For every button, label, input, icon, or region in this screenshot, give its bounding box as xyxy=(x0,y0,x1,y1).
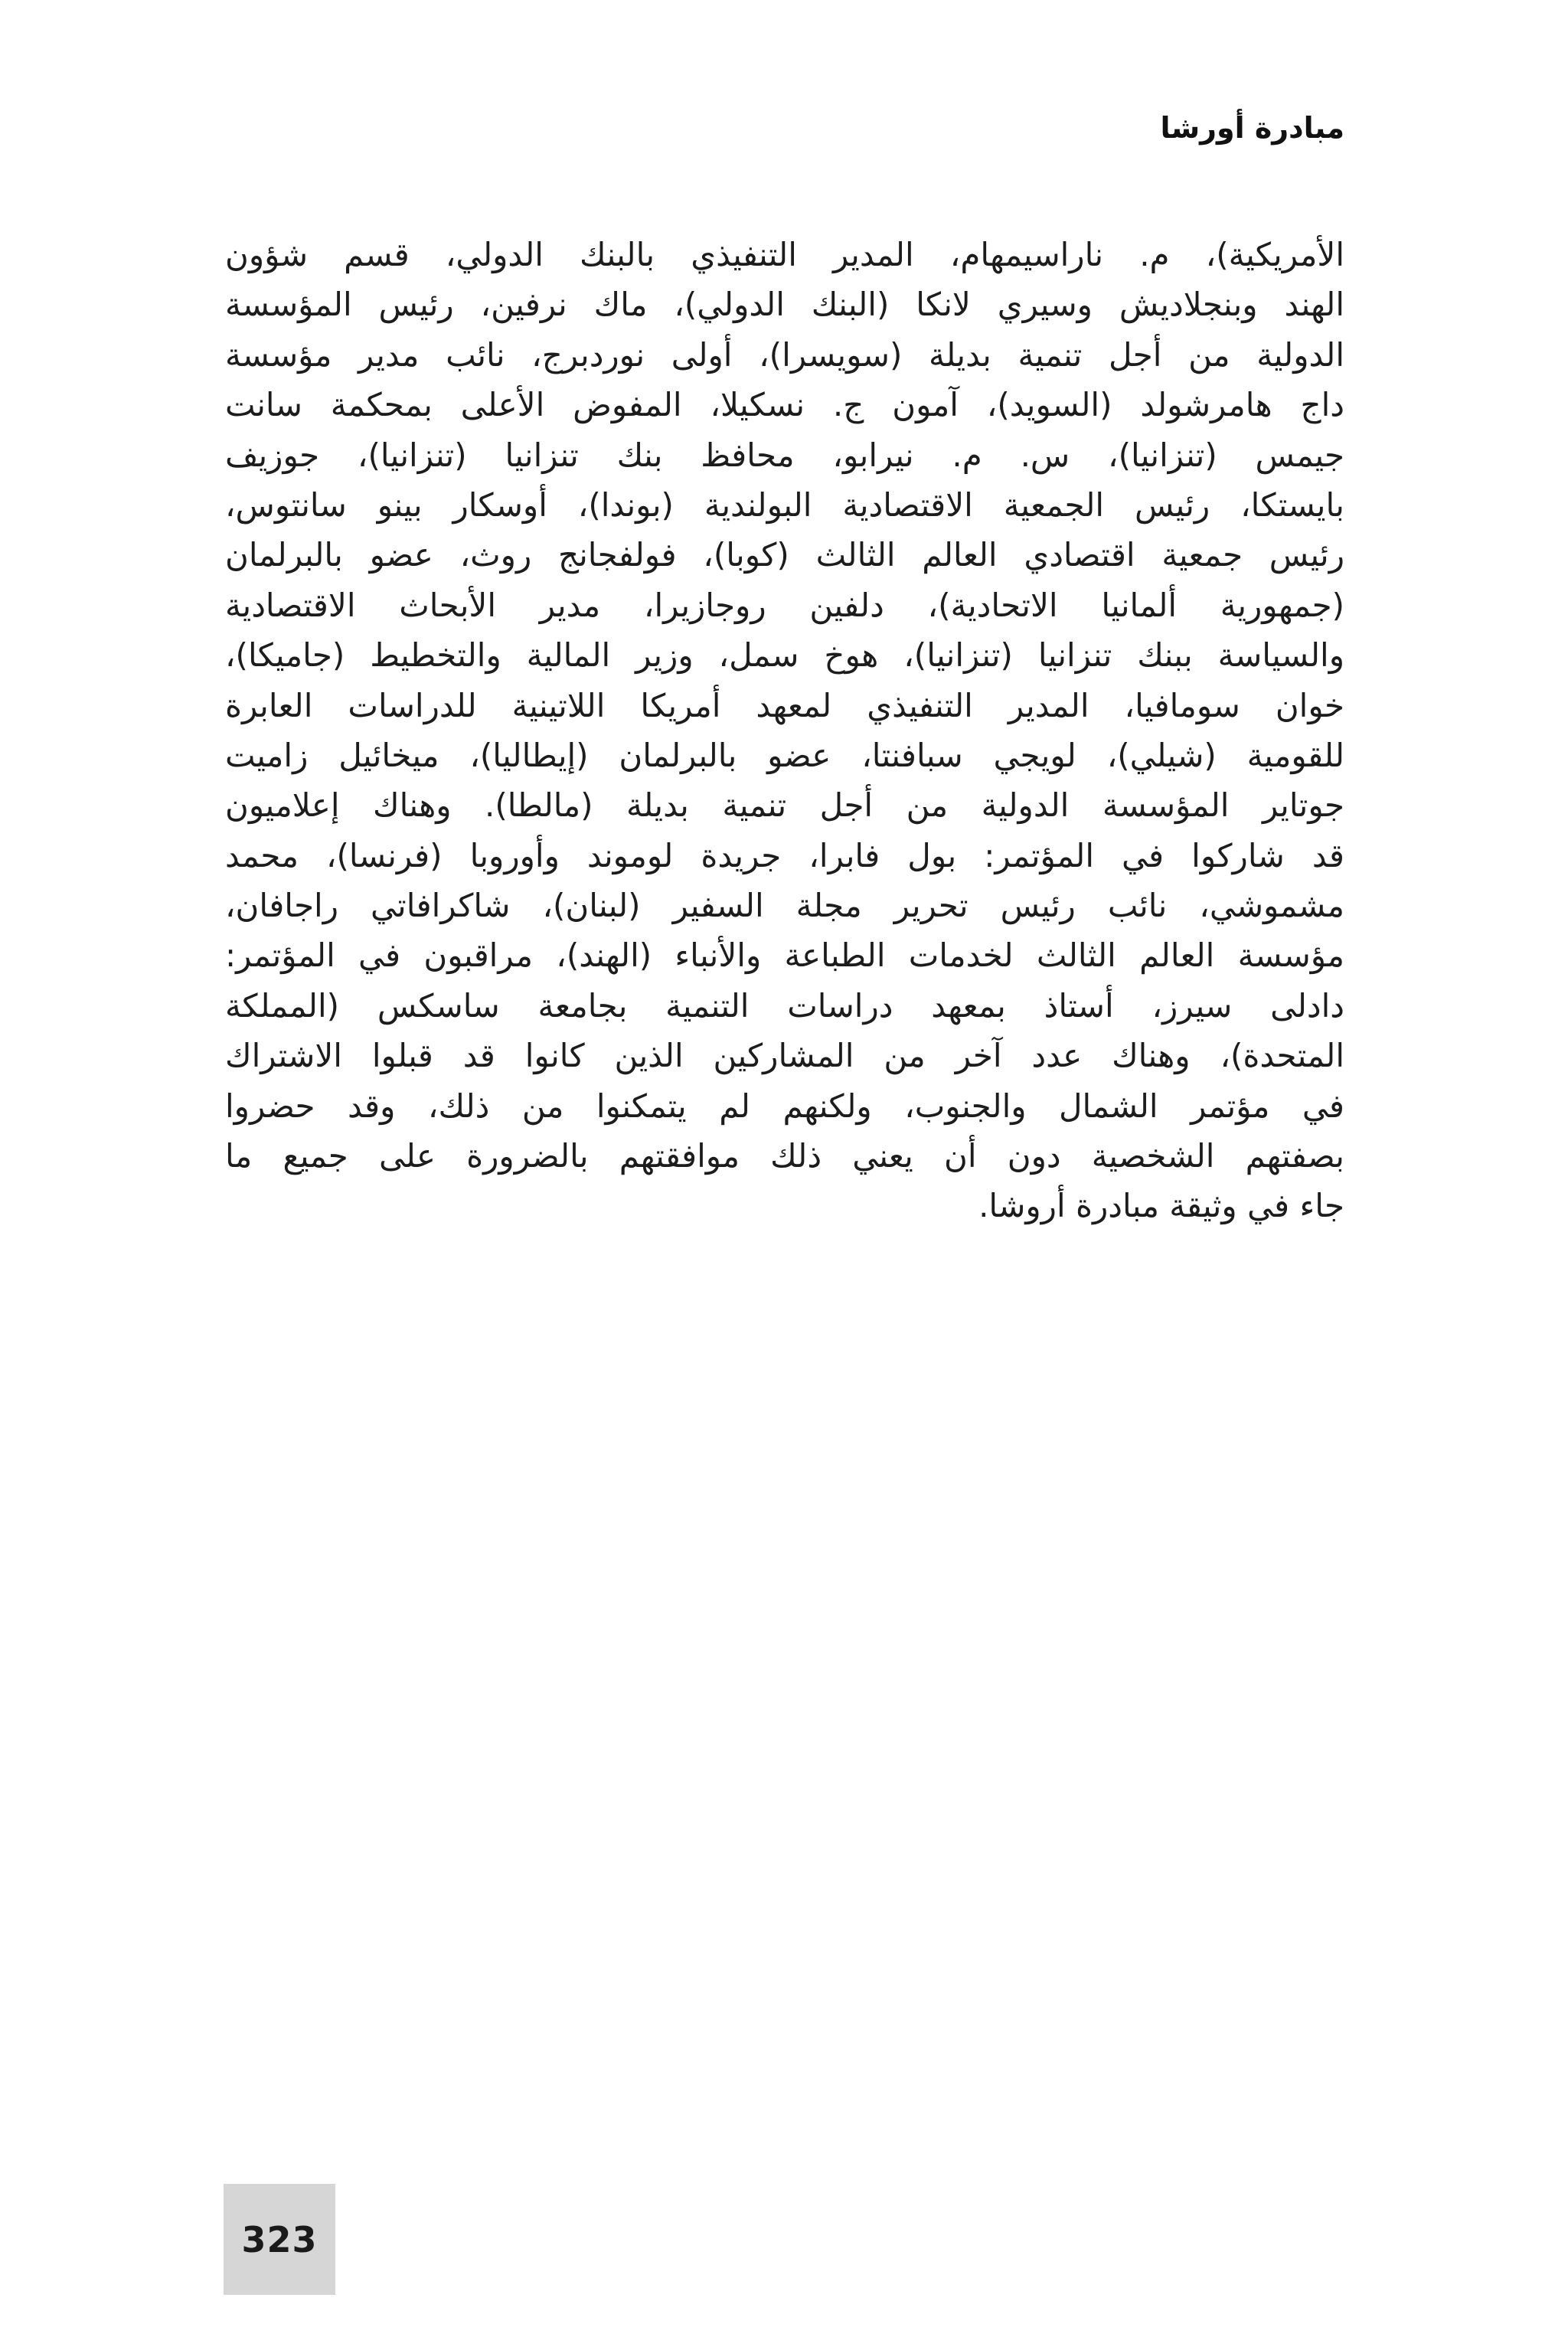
text-line: للقومية (شيلي)، لويجي سبافنتا، عضو بالبرلمان (إيطاليا)، ميخائيل زاميت xyxy=(225,736,1344,774)
text-line: الهند وبنجلاديش وسيري لانكا (البنك الدولي)، ماك نرفين، رئيس المؤسسة xyxy=(225,286,1344,324)
text-line: جاء في وثيقة مبادرة أروشا. xyxy=(978,1187,1344,1225)
text-line: مؤسسة العالم الثالث لخدمات الطباعة والأنباء (الهند)، مراقبون في المؤتمر: xyxy=(225,936,1344,975)
body-paragraph xyxy=(225,230,1344,1231)
text-line: جوتاير المؤسسة الدولية من أجل تنمية بديلة (مالطا). وهناك إعلاميون xyxy=(225,786,1344,825)
text-line: قد شاركوا في المؤتمر: بول فابرا، جريدة لوموند وأوروبا (فرنسا)، محمد xyxy=(225,836,1344,874)
text-line: بصفتهم الشخصية دون أن يعني ذلك موافقتهم بالضرورة على جميع ما xyxy=(225,1137,1344,1175)
text-line: مشموشي، نائب رئيس تحرير مجلة السفير (لبنان)، شاكرافاتي راجافان، xyxy=(225,887,1344,925)
text-line: في مؤتمر الشمال والجنوب، ولكنهم لم يتمكنوا من ذلك، وقد حضروا xyxy=(225,1087,1344,1125)
text-line: دادلى سيرز، أستاذ بمعهد دراسات التنمية بجامعة ساسكس (المملكة xyxy=(225,986,1344,1025)
text-line: بايستكا، رئيس الجمعية الاقتصادية البولندية (بوندا)، أوسكار بينو سانتوس، xyxy=(225,485,1344,524)
text-line: داج هامرشولد (السويد)، آمون ج. نسكيلا، المفوض الأعلى بمحكمة سانت xyxy=(225,386,1344,424)
text-line: الدولية من أجل تنمية بديلة (سويسرا)، أولى نوردبرج، نائب مدير مؤسسة xyxy=(225,335,1344,374)
text-line: جيمس (تنزانيا)، س. م. نيرابو، محافظ بنك تنزانيا (تنزانيا)، جوزيف xyxy=(225,436,1344,474)
text-line: خوان سومافيا، المدير التنفيذي لمعهد أمريكا اللاتينية للدراسات العابرة xyxy=(225,686,1344,724)
page-number-box xyxy=(224,2184,335,2295)
text-line: (جمهورية ألمانيا الاتحادية)، دلفين روجازيرا، مدير الأبحاث الاقتصادية xyxy=(225,586,1344,624)
text-line: رئيس جمعية اقتصادي العالم الثالث (كوبا)، فولفجانج روث، عضو بالبرلمان xyxy=(225,536,1344,574)
text-line: الأمريكية)، م. ناراسيمهام، المدير التنفيذي بالبنك الدولي، قسم شؤون xyxy=(225,236,1344,273)
text-line: والسياسة ببنك تنزانيا (تنزانيا)، هوخ سمل، وزير المالية والتخطيط (جاميكا)، xyxy=(225,636,1344,675)
running-header-title: مبادرة أورشا xyxy=(1160,111,1344,145)
text-line: المتحدة)، وهناك عدد آخر من المشاركين الذين كانوا قد قبلوا الاشتراك xyxy=(225,1037,1344,1075)
page-number: 323 xyxy=(241,2218,318,2260)
